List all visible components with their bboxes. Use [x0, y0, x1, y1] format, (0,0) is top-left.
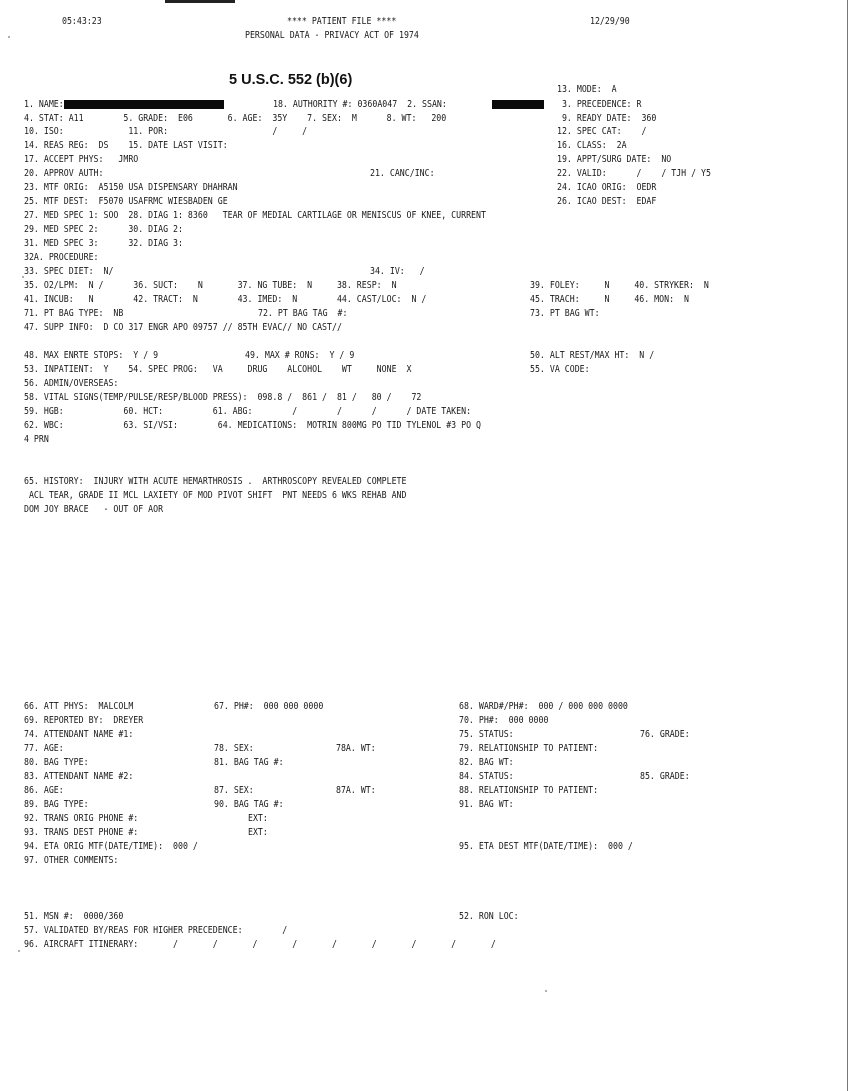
form-line: 66. ATT PHYS: MALCOLM	[24, 701, 134, 712]
form-line: 82. BAG WT:	[459, 757, 514, 768]
scan-page-edge	[847, 0, 848, 1091]
form-line: 27. MED SPEC 1: SOO 28. DIAG 1: 8360 TEAR OF MEDIAL CARTILAGE OR MENISCUS OF KNEE, CURRENT	[24, 210, 486, 221]
form-line: 32A. PROCEDURE:	[24, 252, 99, 263]
form-line: 50. ALT REST/MAX HT: N /	[530, 350, 655, 361]
form-line: 51. MSN #: 0000/360	[24, 911, 124, 922]
print-date: 12/29/90	[590, 16, 630, 27]
form-line: 62. WBC: 63. SI/VSI: 64. MEDICATIONS: MOTRIN 800MG PO TID TYLENOL #3 PO Q	[24, 420, 481, 431]
foia-exemption-stamp: 5 U.S.C. 552 (b)(6)	[229, 72, 353, 88]
form-line: 81. BAG TAG #:	[214, 757, 284, 768]
form-line: 78. SEX:	[214, 743, 254, 754]
form-line: 91. BAG WT:	[459, 799, 514, 810]
form-line: 79. RELATIONSHIP TO PATIENT:	[459, 743, 599, 754]
form-line: 68. WARD#/PH#: 000 / 000 000 0000	[459, 701, 628, 712]
form-line: 29. MED SPEC 2: 30. DIAG 2:	[24, 224, 183, 235]
form-line: 39. FOLEY: N 40. STRYKER: N	[530, 280, 709, 291]
form-line: 45. TRACH: N 46. MON: N	[530, 294, 689, 305]
form-line: 26. ICAO DEST: EDAF	[557, 196, 657, 207]
ssan-redaction	[492, 100, 544, 109]
form-line: 97. OTHER COMMENTS:	[24, 855, 119, 866]
form-line: 85. GRADE:	[640, 771, 690, 782]
form-line: 87. SEX:	[214, 785, 254, 796]
form-line: 90. BAG TAG #:	[214, 799, 284, 810]
form-line: 96. AIRCRAFT ITINERARY: / / / / / / / / /	[24, 939, 496, 950]
form-line: 88. RELATIONSHIP TO PATIENT:	[459, 785, 599, 796]
scan-speck	[18, 950, 20, 952]
form-line: EXT:	[248, 827, 268, 838]
form-line: 18. AUTHORITY #: 0360A047 2. SSAN:	[273, 99, 447, 110]
form-line: 95. ETA DEST MTF(DATE/TIME): 000 /	[459, 841, 633, 852]
form-line: 48. MAX ENRTE STOPS: Y / 9	[24, 350, 159, 361]
form-line: 25. MTF DEST: F5070 USAFRMC WIESBADEN GE	[24, 196, 228, 207]
form-line: 84. STATUS:	[459, 771, 514, 782]
form-line: 55. VA CODE:	[530, 364, 590, 375]
scan-artifact-bar	[165, 0, 235, 3]
form-line: 71. PT BAG TYPE: NB	[24, 308, 124, 319]
form-line: 21. CANC/INC:	[370, 168, 435, 179]
form-line: 34. IV: /	[370, 266, 425, 277]
form-line: 17. ACCEPT PHYS: JMRO	[24, 154, 139, 165]
form-line: 23. MTF ORIG: A5150 USA DISPENSARY DHAHRAN	[24, 182, 238, 193]
form-line: 74. ATTENDANT NAME #1:	[24, 729, 134, 740]
form-line: 49. MAX # RONS: Y / 9	[245, 350, 355, 361]
form-line: 24. ICAO ORIG: OEDR	[557, 182, 657, 193]
form-line: 14. REAS REG: DS 15. DATE LAST VISIT:	[24, 140, 228, 151]
print-time: 05:43:23	[62, 16, 102, 27]
form-line: 73. PT BAG WT:	[530, 308, 600, 319]
form-line: 12. SPEC CAT: /	[557, 126, 647, 137]
form-line: 52. RON LOC:	[459, 911, 519, 922]
form-line: 4. STAT: A11 5. GRADE: E06 6. AGE: 35Y 7. SEX: M 8. WT: 200	[24, 113, 447, 124]
form-line: 58. VITAL SIGNS(TEMP/PULSE/RESP/BLOOD PRESS): 098.8 / 861 / 81 / 80 / 72	[24, 392, 422, 403]
form-line: 92. TRANS ORIG PHONE #:	[24, 813, 139, 824]
form-line: DOM JOY BRACE - OUT OF AOR	[24, 504, 164, 515]
form-line: 75. STATUS:	[459, 729, 514, 740]
form-line: 80. BAG TYPE:	[24, 757, 89, 768]
form-line: 65. HISTORY: INJURY WITH ACUTE HEMARTHROSIS . ARTHROSCOPY REVEALED COMPLETE	[24, 476, 407, 487]
form-line: 76. GRADE:	[640, 729, 690, 740]
form-line: 70. PH#: 000 0000	[459, 715, 549, 726]
form-line: 41. INCUB: N 42. TRACT: N 43. IMED: N 44. CAST/LOC: N /	[24, 294, 427, 305]
form-line: 33. SPEC DIET: N/	[24, 266, 114, 277]
form-line: 59. HGB: 60. HCT: 61. ABG: / / / / DATE TAKEN:	[24, 406, 472, 417]
form-line: 57. VALIDATED BY/REAS FOR HIGHER PRECEDENCE: /	[24, 925, 288, 936]
document-subtitle: PERSONAL DATA - PRIVACY ACT OF 1974	[245, 30, 419, 41]
form-line: 94. ETA ORIG MTF(DATE/TIME): 000 /	[24, 841, 198, 852]
form-line: 53. INPATIENT: Y 54. SPEC PROG: VA DRUG ALCOHOL WT NONE X	[24, 364, 412, 375]
form-line: 13. MODE: A	[557, 84, 617, 95]
form-line: 47. SUPP INFO: D CO 317 ENGR APO 09757 // 85TH EVAC// NO CAST//	[24, 322, 342, 333]
scan-speck	[8, 36, 10, 38]
name-redaction	[64, 100, 224, 109]
form-line: 87A. WT:	[336, 785, 376, 796]
scan-speck	[545, 990, 547, 992]
form-line: EXT:	[248, 813, 268, 824]
form-line: 22. VALID: / / TJH / Y5	[557, 168, 711, 179]
form-line: 72. PT BAG TAG #:	[258, 308, 348, 319]
form-line: 78A. WT:	[336, 743, 376, 754]
form-line: 19. APPT/SURG DATE: NO	[557, 154, 672, 165]
form-line: 93. TRANS DEST PHONE #:	[24, 827, 139, 838]
form-line: 35. O2/LPM: N / 36. SUCT: N 37. NG TUBE: N 38. RESP: N	[24, 280, 397, 291]
form-line: 10. ISO: 11. POR: / /	[24, 126, 308, 137]
form-line: 86. AGE:	[24, 785, 64, 796]
form-line: 3. PRECEDENCE: R	[557, 99, 642, 110]
document-title: **** PATIENT FILE ****	[287, 16, 397, 27]
form-line: 1. NAME:	[24, 99, 64, 110]
form-line: 4 PRN	[24, 434, 49, 445]
form-line: 20. APPROV AUTH:	[24, 168, 104, 179]
form-line: 77. AGE:	[24, 743, 64, 754]
form-line: 9. READY DATE: 360	[557, 113, 657, 124]
form-line: 67. PH#: 000 000 0000	[214, 701, 324, 712]
form-line: 56. ADMIN/OVERSEAS:	[24, 378, 119, 389]
form-line: 69. REPORTED BY: DREYER	[24, 715, 144, 726]
form-line: 83. ATTENDANT NAME #2:	[24, 771, 134, 782]
form-line: 16. CLASS: 2A	[557, 140, 627, 151]
form-line: 31. MED SPEC 3: 32. DIAG 3:	[24, 238, 183, 249]
form-line: 89. BAG TYPE:	[24, 799, 89, 810]
form-line: ACL TEAR, GRADE II MCL LAXIETY OF MOD PIVOT SHIFT PNT NEEDS 6 WKS REHAB AND	[24, 490, 407, 501]
